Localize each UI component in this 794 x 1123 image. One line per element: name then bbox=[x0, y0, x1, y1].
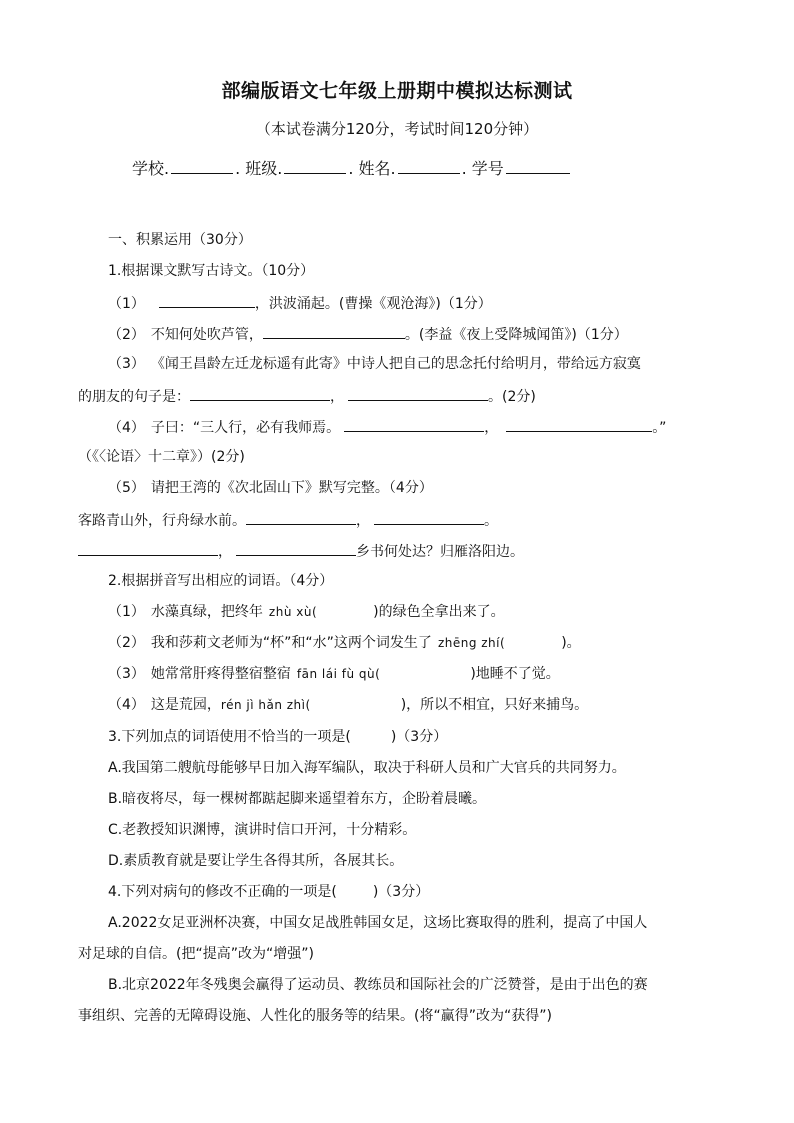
answer-blank[interactable] bbox=[348, 385, 488, 401]
q2-stem: 2.根据拼音写出相应的词语。（4分） bbox=[108, 573, 334, 589]
q4-stem: 4.下列对病句的修改不正确的一项是( )（3分） bbox=[108, 884, 430, 900]
name-label: . 姓名. bbox=[348, 159, 396, 178]
school-label: 学校. bbox=[132, 159, 170, 178]
student-info-row bbox=[132, 156, 572, 179]
q2-item-3: （3） 她常常肝疼得整宿整宿 fān lái fù qù( )地睡不了觉。 bbox=[108, 666, 560, 682]
q4-option-a: A.2022女足亚洲杯决赛，中国女足战胜韩国女足，这场比赛取得的胜利，提高了中国人 bbox=[108, 915, 648, 931]
pinyin: rén jì hǎn zhì( bbox=[220, 698, 311, 712]
class-field[interactable] bbox=[284, 157, 346, 174]
q1-item-2: （2） 不知何处吹芦管， 。(李益《夜上受降城闻笛》)（1分） bbox=[108, 323, 628, 345]
answer-blank[interactable] bbox=[263, 323, 405, 339]
q1-item-1: （1） ，洪波涌起。(曹操《观沧海》)（1分） bbox=[108, 292, 492, 314]
poem-line-2: ， 乡书何处达？归雁洛阳边。 bbox=[78, 540, 524, 562]
q1-item-3: （3） 《闻王昌龄左迁龙标遥有此寄》中诗人把自己的思念托付给明月，带给远方寂寞 bbox=[108, 356, 641, 372]
pinyin: zhù xù( bbox=[268, 605, 318, 619]
q1-item-5: （5） 请把王湾的《次北固山下》默写完整。（4分） bbox=[108, 480, 433, 496]
q1-item-3-cont: 的朋友的句子是： ， 。(2分) bbox=[78, 385, 536, 407]
answer-blank[interactable] bbox=[190, 385, 330, 401]
poem-line-1: 客路青山外，行舟绿水前。 ， 。 bbox=[78, 509, 498, 531]
answer-blank[interactable] bbox=[78, 540, 218, 556]
answer-blank[interactable] bbox=[344, 416, 484, 432]
q2-item-2: （2） 我和莎莉文老师为“杯”和“水”这两个词发生了 zhēng zhí( )。 bbox=[108, 635, 581, 651]
answer-blank[interactable] bbox=[246, 509, 356, 525]
q1-stem: 1.根据课文默写古诗文。（10分） bbox=[108, 263, 315, 279]
answer-blank[interactable] bbox=[506, 416, 652, 432]
q4-option-b-cont: 事组织、完善的无障碍设施、人性化的服务等的结果。(将“赢得”改为“获得”) bbox=[78, 1008, 552, 1024]
school-field[interactable] bbox=[171, 157, 233, 174]
pinyin: zhēng zhí( bbox=[437, 636, 506, 650]
answer-blank[interactable] bbox=[236, 540, 356, 556]
pinyin: fān lái fù qù( bbox=[296, 667, 381, 681]
q2-item-4: （4） 这是荒园，rén jì hǎn zhì( )，所以不相宜，只好来捕鸟。 bbox=[108, 697, 589, 713]
answer-blank[interactable] bbox=[374, 509, 484, 525]
section-heading: 一、积累运用（30分） bbox=[108, 232, 252, 248]
q3-option-b: B.暗夜将尽，每一棵树都踮起脚来遥望着东方，企盼着晨曦。 bbox=[108, 791, 487, 807]
exam-subtitle: （本试卷满分120分，考试时间120分钟） bbox=[255, 120, 539, 138]
q4-option-a-cont: 对足球的自信。(把“提高”改为“增强”) bbox=[78, 946, 314, 962]
q3-option-d: D.素质教育就是要让学生各得其所，各展其长。 bbox=[108, 853, 404, 869]
id-label: . 学号 bbox=[461, 159, 504, 178]
q3-stem: 3.下列加点的词语使用不恰当的一项是( )（3分） bbox=[108, 729, 448, 745]
q1-item-4-cont: （《〈论语〉十二章》）(2分) bbox=[78, 449, 245, 465]
q4-option-b: B.北京2022年冬残奥会赢得了运动员、教练员和国际社会的广泛赞誉，是由于出色的赛 bbox=[108, 977, 648, 993]
id-field[interactable] bbox=[506, 157, 570, 174]
q1-item-4: （4） 子曰：“三人行，必有我师焉。 ， 。” bbox=[108, 416, 666, 438]
name-field[interactable] bbox=[398, 157, 460, 174]
page-title: 部编版语文七年级上册期中模拟达标测试 bbox=[221, 80, 573, 102]
answer-blank[interactable] bbox=[159, 292, 255, 308]
q2-item-1: （1） 水藻真绿，把终年 zhù xù( )的绿色全拿出来了。 bbox=[108, 604, 505, 620]
q3-option-a: A.我国第二艘航母能够早日加入海军编队，取决于科研人员和广大官兵的共同努力。 bbox=[108, 760, 626, 776]
class-label: . 班级. bbox=[235, 159, 283, 178]
q3-option-c: C.老教授知识渊博，演讲时信口开河，十分精彩。 bbox=[108, 822, 417, 838]
